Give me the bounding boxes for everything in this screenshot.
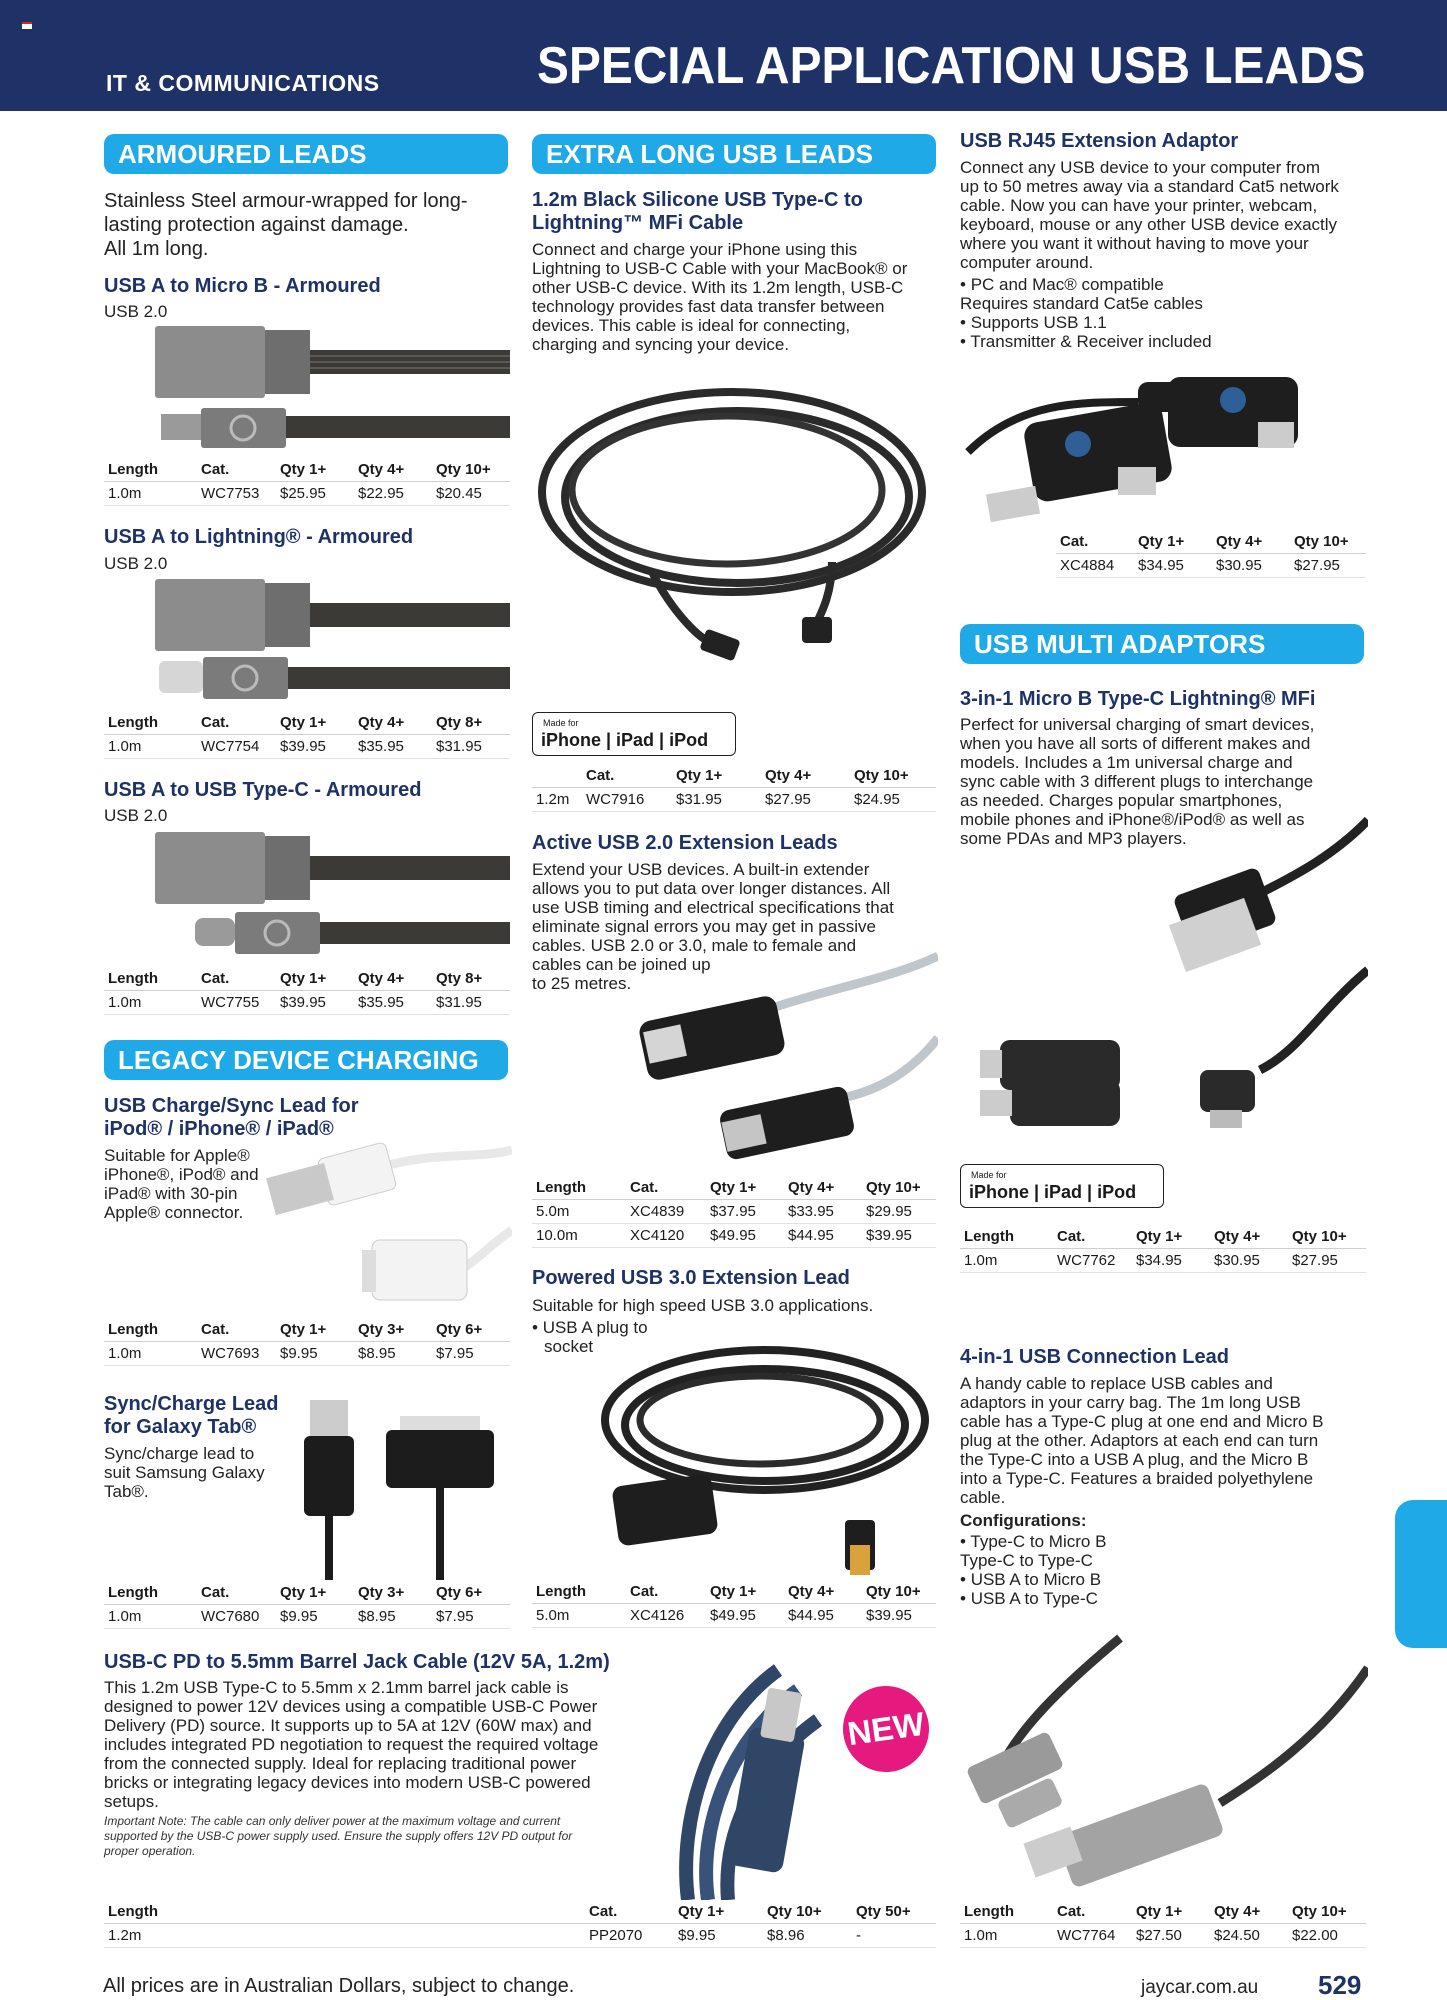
list-item: • PC and Mac® compatible	[960, 275, 1212, 294]
four-in-one-cable-image	[960, 1628, 1368, 1898]
powered-extension-cable-image	[585, 1330, 935, 1580]
flag-icon	[22, 22, 32, 29]
ipod-cable-image	[262, 1130, 512, 1320]
table-row: 5.0m XC4839 $37.95 $33.95 $29.95	[532, 1200, 936, 1224]
product-title: Sync/Charge Lead for Galaxy Tab®	[104, 1393, 279, 1438]
product-title: USB A to Micro B - Armoured	[104, 275, 381, 297]
new-badge: NEW	[837, 1680, 934, 1777]
website-link[interactable]: jaycar.com.au	[1141, 1977, 1259, 1998]
price-table: Length Cat. Qty 1+ Qty 4+ Qty 10+ 1.0m WC7762 $34.95 $30.95 $27.95	[960, 1225, 1366, 1273]
list-item: • Supports USB 1.1	[960, 313, 1212, 332]
table-row: XC4884 $34.95 $30.95 $27.95	[1056, 554, 1366, 578]
price-disclaimer: All prices are in Australian Dollars, subject to change.	[103, 1975, 575, 1997]
price-table: Cat. Qty 1+ Qty 4+ Qty 10+ 1.2m WC7916 $31.95 $27.95 $24.95	[532, 764, 936, 812]
legacy-charging-banner: LEGACY DEVICE CHARGING	[104, 1040, 508, 1080]
table-row: 1.0m WC7754 $39.95 $35.95 $31.95	[104, 735, 510, 759]
armoured-micro-b-cable-image	[155, 320, 510, 455]
product-title: 1.2m Black Silicone USB Type-C to Lightning™ MFi Cable	[532, 189, 863, 234]
price-table: Length Cat. Qty 1+ Qty 3+ Qty 6+ 1.0m WC7680 $9.95 $8.95 $7.95	[104, 1581, 510, 1629]
table-row: 1.0m WC7755 $39.95 $35.95 $31.95	[104, 991, 510, 1015]
barrel-jack-cable-image	[668, 1660, 840, 1900]
page-number: 529	[1318, 1970, 1362, 2000]
price-table: Length Cat. Qty 1+ Qty 4+ Qty 10+ 5.0m XC4126 $49.95 $44.95 $39.95	[532, 1580, 936, 1628]
armoured-intro: Stainless Steel armour-wrapped for long- lasting protection against damage. All 1m long.	[104, 190, 468, 260]
page-title: SPECIAL APPLICATION USB LEADS	[536, 37, 1365, 95]
important-note: Important Note: The cable can only deliver power at the maximum voltage and current supported by the USB-C power supply used. Ensure the supply offers 12V PD output for proper operation.	[104, 1814, 573, 1858]
price-table: Cat. Qty 1+ Qty 4+ Qty 10+ XC4884 $34.95 $30.95 $27.95	[1056, 530, 1366, 578]
product-subtitle: USB 2.0	[104, 554, 168, 573]
product-description: A handy cable to replace USB cables and adaptors in your carry bag. The 1m long USB cable has a Type-C plug at one end and Micro B plug at the other. Adaptors at each end can turn the Type-C into a USB A plug, and the Micro B into a Type-C. Features a braided polyethylene cable.	[960, 1374, 1324, 1507]
price-table: Length Cat. Qty 1+ Qty 10+ Qty 50+ 1.2m PP2070 $9.95 $8.96 -	[104, 1900, 936, 1948]
product-title: USB RJ45 Extension Adaptor	[960, 130, 1239, 152]
three-in-one-cable-image	[960, 810, 1368, 1140]
table-row: 1.0m WC7693 $9.95 $8.95 $7.95	[104, 1342, 510, 1366]
list-item: • Transmitter & Receiver included	[960, 332, 1212, 351]
product-title: 3-in-1 Micro B Type-C Lightning® MFi	[960, 688, 1316, 710]
table-row: 1.2m WC7916 $31.95 $27.95 $24.95	[532, 788, 936, 812]
product-description: Suitable for high speed USB 3.0 applications.	[532, 1296, 874, 1315]
list-item: • USB A to Micro B	[960, 1570, 1106, 1589]
list-item: • Type-C to Micro B	[960, 1532, 1106, 1551]
list-item: • USB A plug to	[532, 1318, 648, 1337]
table-row: 1.0m WC7753 $25.95 $22.95 $20.45	[104, 482, 510, 506]
feature-list	[960, 1532, 1106, 1608]
product-description: Connect any USB device to your computer from up to 50 metres away via a standard Cat5 network cable. Now you can have your printer, webcam, keyboard, mouse or any other USB device exactly where you want it without having to move your computer around.	[960, 158, 1339, 272]
price-table: Length Cat. Qty 1+ Qty 3+ Qty 6+ 1.0m WC7693 $9.95 $8.95 $7.95	[104, 1318, 510, 1366]
category-label: IT & COMMUNICATIONS	[106, 70, 380, 96]
list-item: Requires standard Cat5e cables	[960, 294, 1203, 313]
rj45-adaptor-image	[958, 372, 1343, 532]
product-subtitle: USB 2.0	[104, 302, 168, 321]
product-title: Powered USB 3.0 Extension Lead	[532, 1267, 850, 1289]
armoured-lightning-cable-image	[155, 573, 510, 708]
price-table: Length Cat. Qty 1+ Qty 4+ Qty 10+ 1.0m WC7764 $27.50 $24.50 $22.00	[960, 1900, 1366, 1948]
product-description: Connect and charge your iPhone using this Lightning to USB-C Cable with your MacBook® or other USB-C device. With its 1.2m length, USB-C technology provides fast data transfer between devices. This cable is ideal for connecting, charging and syncing your device.	[532, 240, 908, 354]
armoured-leads-banner: ARMOURED LEADS	[104, 134, 508, 174]
page-header	[0, 0, 1447, 111]
extra-long-leads-banner: EXTRA LONG USB LEADS	[532, 134, 936, 174]
mfi-badge: Made for iPhone | iPad | iPod	[960, 1164, 1164, 1208]
product-title: USB A to Lightning® - Armoured	[104, 526, 414, 548]
product-title: 4-in-1 USB Connection Lead	[960, 1346, 1229, 1368]
coiled-black-cable-image	[532, 372, 936, 682]
product-description: Suitable for Apple® iPhone®, iPod® and iPad® with 30-pin Apple® connector.	[104, 1146, 259, 1222]
price-table: Length Cat. Qty 1+ Qty 4+ Qty 10+ 1.0m WC7753 $25.95 $22.95 $20.45	[104, 458, 510, 506]
mfi-badge: Made for iPhone | iPad | iPod	[532, 712, 736, 756]
product-title: USB A to USB Type-C - Armoured	[104, 779, 422, 801]
table-row: 10.0m XC4120 $49.95 $44.95 $39.95	[532, 1224, 936, 1248]
list-item: socket	[544, 1337, 594, 1356]
price-table: Length Cat. Qty 1+ Qty 4+ Qty 8+ 1.0m WC7755 $39.95 $35.95 $31.95	[104, 967, 510, 1015]
product-description: Perfect for universal charging of smart devices, when you have all sorts of different makes and models. Includes a 1m universal charge and sync cable with 3 different plugs to interchange as needed. Charges popular smartphones, mobile phones and iPhone®/iPod® as well as some PDAs and MP3 players.	[960, 715, 1315, 848]
section-tab[interactable]	[1395, 1500, 1447, 1648]
list-item: Type-C to Type-C	[960, 1551, 1093, 1570]
table-row: 1.0m WC7680 $9.95 $8.95 $7.95	[104, 1605, 510, 1629]
product-title: Active USB 2.0 Extension Leads	[532, 832, 838, 854]
active-extension-cable-image	[632, 948, 938, 1173]
table-row: 5.0m XC4126 $49.95 $44.95 $39.95	[532, 1604, 936, 1628]
price-table: Length Cat. Qty 1+ Qty 4+ Qty 10+ 5.0m XC4839 $37.95 $33.95 $29.95 10.0m XC4120 $49.95 $44.95 $39.95	[532, 1176, 936, 1248]
product-title: USB-C PD to 5.5mm Barrel Jack Cable (12V 5A, 1.2m)	[104, 1651, 610, 1673]
armoured-type-c-cable-image	[155, 826, 510, 961]
galaxy-tab-cable-image	[290, 1390, 505, 1580]
configurations-label: Configurations:	[960, 1511, 1087, 1530]
product-subtitle: USB 2.0	[104, 806, 168, 825]
feature-list	[960, 275, 1212, 351]
table-row: 1.0m WC7762 $34.95 $30.95 $27.95	[960, 1249, 1366, 1273]
product-description: This 1.2m USB Type-C to 5.5mm x 2.1mm barrel jack cable is designed to power 12V devices using a compatible USB-C Power Delivery (PD) source. It supports up to 5A at 12V (60W max) and includes integrated PD negotiation to request the required voltage from the connected supply. Ideal for replacing traditional power bricks or integrating legacy devices into modern USB-C powered setups.	[104, 1678, 599, 1811]
table-row: 1.0m WC7764 $27.50 $24.50 $22.00	[960, 1924, 1366, 1948]
product-description: Extend your USB devices. A built-in extender allows you to put data over longer distances. All use USB timing and electrical specifications that eliminate signal errors you may get in passive cables. USB 2.0 or 3.0, male to female and cables can be joined up to 25 metres.	[532, 860, 894, 993]
table-row: 1.2m PP2070 $9.95 $8.96 -	[104, 1924, 936, 1948]
product-description: Sync/charge lead to suit Samsung Galaxy Tab®.	[104, 1444, 265, 1501]
price-table: Length Cat. Qty 1+ Qty 4+ Qty 8+ 1.0m WC7754 $39.95 $35.95 $31.95	[104, 711, 510, 759]
list-item: • USB A to Type-C	[960, 1589, 1106, 1608]
product-title: USB Charge/Sync Lead for iPod® / iPhone® / iPad®	[104, 1095, 359, 1140]
usb-multi-adaptors-banner: USB MULTI ADAPTORS	[960, 624, 1364, 664]
